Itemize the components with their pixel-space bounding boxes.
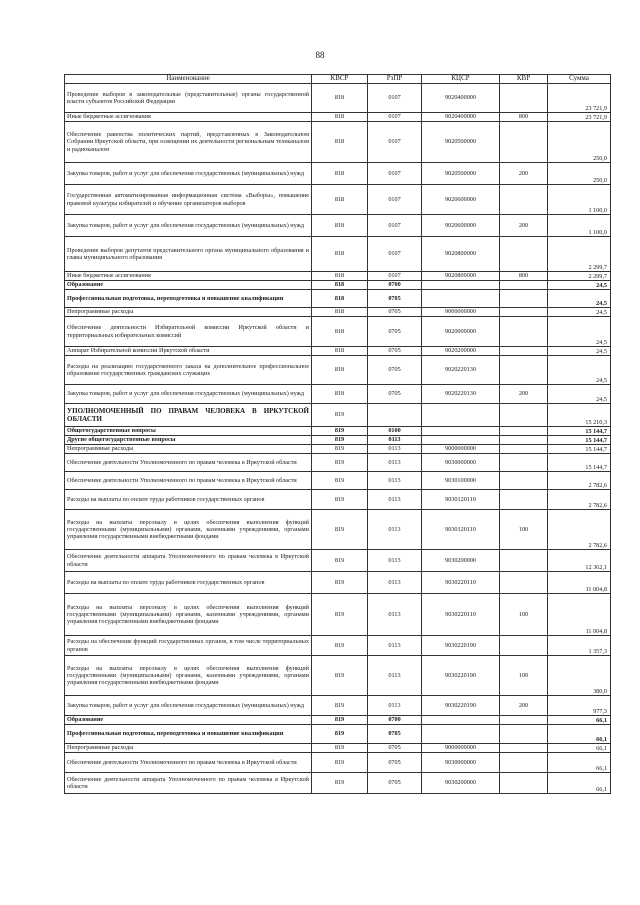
row-rzpr-cell: 0113 [368,445,422,454]
row-kvr-cell [500,725,548,744]
row-kvr-cell [500,550,548,572]
table-row [65,725,611,744]
row-kvsr-cell: 818 [312,385,368,404]
row-name-cell: Обеспечение деятельности Уполномоченного по правам человека в Иркутской области [65,753,312,773]
table-row [65,594,611,636]
row-kvr-cell [500,744,548,753]
row-kcsr-cell: 9020600000 [422,185,500,215]
row-sum-cell: 250,0 [548,122,611,163]
row-name-cell: Обеспечение деятельности Уполномоченного по правам человека в Иркутской области [65,454,312,472]
row-kvr-cell: 800 [500,272,548,281]
row-rzpr-cell: 0107 [368,272,422,281]
row-sum-cell: 66,1 [548,753,611,773]
row-kvsr-cell: 819 [312,510,368,550]
row-name-cell: Непрограммные расходы [65,744,312,753]
column-header-kvsr: КВСР [312,75,368,84]
row-kcsr-cell: 9030200000 [422,773,500,794]
table-row [65,572,611,594]
row-rzpr-cell: 0107 [368,215,422,237]
row-name-cell: Аппарат Избирательной комиссии Иркутской области [65,347,312,356]
row-kvr-cell [500,436,548,445]
row-kcsr-cell: 9030200000 [422,550,500,572]
row-name-cell: Обеспечение деятельности Уполномоченного по правам человека в Иркутской области [65,472,312,490]
row-kvsr-cell: 819 [312,725,368,744]
row-rzpr-cell: 0113 [368,454,422,472]
row-rzpr-cell: 0107 [368,122,422,163]
row-kcsr-cell [422,436,500,445]
row-kvr-cell [500,773,548,794]
table-row [65,550,611,572]
row-kvr-cell [500,636,548,656]
column-header-sum: Сумма [548,75,611,84]
row-kcsr-cell: 9030220110 [422,594,500,636]
row-sum-cell: 24,5 [548,347,611,356]
row-name-cell: Государственная автоматизированная информационная система «Выборы», повышение правовой культуры избирателей и обучение организаторов выборов [65,185,312,215]
row-rzpr-cell: 0113 [368,436,422,445]
row-kvr-cell [500,290,548,308]
row-sum-cell: 66,1 [548,773,611,794]
row-sum-cell: 66,1 [548,725,611,744]
row-rzpr-cell: 0705 [368,317,422,347]
column-header-name: Наименование [65,75,312,84]
row-rzpr-cell: 0705 [368,347,422,356]
row-name-cell: Общегосударственные вопросы [65,427,312,436]
row-sum-cell: 2 782,6 [548,490,611,510]
table-row [65,753,611,773]
table-row [65,84,611,113]
row-kcsr-cell: 9020800000 [422,272,500,281]
row-kvr-cell: 200 [500,215,548,237]
row-rzpr-cell: 0705 [368,773,422,794]
row-kvsr-cell: 818 [312,317,368,347]
table-row [65,281,611,290]
row-kcsr-cell: 9020220130 [422,385,500,404]
row-sum-cell: 15 144,7 [548,436,611,445]
row-kvr-cell [500,308,548,317]
table-row [65,215,611,237]
row-rzpr-cell: 0705 [368,308,422,317]
row-sum-cell: 1 100,0 [548,185,611,215]
row-kvr-cell [500,347,548,356]
row-sum-cell: 24,5 [548,317,611,347]
row-rzpr-cell: 0705 [368,356,422,385]
row-sum-cell: 2 782,6 [548,510,611,550]
row-sum-cell: 66,1 [548,744,611,753]
row-kcsr-cell: 9030120110 [422,510,500,550]
table-row [65,347,611,356]
row-name-cell: Расходы на выплаты персоналу в целях обеспечения выполнения функций государственными (муниципальными) органами, казенными учреждениями, органами управления государственными внебюджетными фондами [65,656,312,696]
row-kvr-cell [500,404,548,427]
row-name-cell: Непрограммные расходы [65,308,312,317]
row-kcsr-cell: 9030220190 [422,636,500,656]
table-row [65,744,611,753]
row-name-cell: Иные бюджетные ассигнования [65,113,312,122]
row-rzpr-cell [368,404,422,427]
row-kvsr-cell: 818 [312,185,368,215]
row-sum-cell: 24,5 [548,281,611,290]
row-sum-cell: 1 100,0 [548,215,611,237]
row-kvsr-cell: 819 [312,716,368,725]
row-kvsr-cell: 818 [312,347,368,356]
column-header-kvr: КВР [500,75,548,84]
row-kvsr-cell: 818 [312,163,368,185]
row-kcsr-cell: 9020500000 [422,122,500,163]
row-kvsr-cell: 819 [312,572,368,594]
row-kvsr-cell: 819 [312,696,368,716]
row-name-cell: Обеспечение деятельности аппарата Уполномоченного по правам человека в Иркутской области [65,773,312,794]
row-rzpr-cell: 0113 [368,696,422,716]
table-row [65,308,611,317]
row-kcsr-cell: 9030100000 [422,472,500,490]
row-kcsr-cell: 9030000000 [422,753,500,773]
row-kcsr-cell: 9030120110 [422,490,500,510]
row-kvr-cell [500,472,548,490]
row-kvsr-cell: 819 [312,472,368,490]
table-header-row [65,75,611,84]
row-kvr-cell: 200 [500,163,548,185]
row-kvsr-cell: 818 [312,113,368,122]
table-row [65,636,611,656]
row-name-cell: Расходы на реализацию государственного заказа на дополнительное профессиональное образование государственных гражданских служащих [65,356,312,385]
row-rzpr-cell: 0113 [368,510,422,550]
table-row [65,163,611,185]
row-kvsr-cell: 819 [312,594,368,636]
row-kcsr-cell: 9030220190 [422,656,500,696]
row-kvsr-cell: 819 [312,753,368,773]
row-kvsr-cell: 819 [312,550,368,572]
row-rzpr-cell: 0113 [368,472,422,490]
table-row [65,385,611,404]
table-row [65,185,611,215]
row-kcsr-cell: 9000000000 [422,445,500,454]
row-name-cell: Расходы на выплаты по оплате труда работников государственных органов [65,490,312,510]
row-sum-cell: 23 721,9 [548,113,611,122]
row-sum-cell: 2 299,7 [548,237,611,272]
row-kvsr-cell: 818 [312,356,368,385]
row-name-cell: Закупка товаров, работ и услуг для обеспечения государственных (муниципальных) нужд [65,696,312,716]
row-kcsr-cell: 9020220130 [422,356,500,385]
table-row [65,716,611,725]
row-kcsr-cell [422,404,500,427]
row-name-cell: Закупка товаров, работ и услуг для обеспечения государственных (муниципальных) нужд [65,163,312,185]
row-rzpr-cell: 0700 [368,281,422,290]
row-name-cell: Расходы на выплаты персоналу в целях обеспечения выполнения функций государственными (муниципальными) органами, казенными учреждениями, органами управления государственными внебюджетными фондами [65,510,312,550]
row-kcsr-cell: 9000000000 [422,744,500,753]
row-kcsr-cell: 9030220190 [422,696,500,716]
row-kvr-cell [500,84,548,113]
row-name-cell: Расходы на обеспечение функций государственных органов, в том числе территориальных органов [65,636,312,656]
page-number: 88 [315,50,325,60]
row-kvr-cell [500,572,548,594]
row-kvsr-cell: 819 [312,656,368,696]
table-row [65,404,611,427]
row-rzpr-cell: 0100 [368,427,422,436]
table-row [65,436,611,445]
row-sum-cell: 2 299,7 [548,272,611,281]
row-kvsr-cell: 818 [312,122,368,163]
row-kvr-cell [500,281,548,290]
row-name-cell: Обеспечение равенства политических партий, представленных в Законодательном Собрании Иркутской области, при освещении их деятельности региональным телеканалом и радиоканалом [65,122,312,163]
row-kvsr-cell: 819 [312,744,368,753]
row-rzpr-cell: 0705 [368,725,422,744]
row-rzpr-cell: 0107 [368,163,422,185]
row-kvr-cell [500,317,548,347]
row-kcsr-cell: 9020200000 [422,347,500,356]
row-name-cell: Образование [65,281,312,290]
row-kvsr-cell: 819 [312,436,368,445]
row-kvsr-cell: 818 [312,290,368,308]
row-sum-cell: 24,5 [548,356,611,385]
table-row [65,356,611,385]
row-sum-cell: 15 144,7 [548,445,611,454]
row-kcsr-cell: 9020500000 [422,163,500,185]
row-kcsr-cell: 9000000000 [422,308,500,317]
table-row [65,445,611,454]
row-kvsr-cell: 819 [312,490,368,510]
row-kcsr-cell: 9020000000 [422,317,500,347]
row-sum-cell: 2 782,6 [548,472,611,490]
row-rzpr-cell: 0705 [368,744,422,753]
row-kvr-cell: 200 [500,696,548,716]
row-kvr-cell [500,185,548,215]
row-kcsr-cell: 9030000000 [422,454,500,472]
row-kcsr-cell: 9020800000 [422,237,500,272]
table-row [65,122,611,163]
row-name-cell: Профессиональная подготовка, переподготовка и повышение квалификации [65,290,312,308]
table-row [65,490,611,510]
table-row [65,290,611,308]
row-kvsr-cell: 819 [312,773,368,794]
row-kcsr-cell: 9020400000 [422,113,500,122]
row-name-cell: Расходы на выплаты по оплате труда работников государственных органов [65,572,312,594]
row-kcsr-cell [422,281,500,290]
row-name-cell: УПОЛНОМОЧЕННЫЙ ПО ПРАВАМ ЧЕЛОВЕКА В ИРКУТСКОЙ ОБЛАСТИ [65,404,312,427]
row-name-cell: Закупка товаров, работ и услуг для обеспечения государственных (муниципальных) нужд [65,385,312,404]
table-body [65,84,611,794]
column-header-kcsr: КЦСР [422,75,500,84]
row-kvsr-cell: 818 [312,237,368,272]
row-sum-cell: 11 004,8 [548,594,611,636]
row-name-cell: Обеспечение деятельности Избирательной комиссии Иркутской области и территориальных избирательных комиссий [65,317,312,347]
table-row [65,454,611,472]
row-rzpr-cell: 0107 [368,113,422,122]
row-kvsr-cell: 818 [312,281,368,290]
row-name-cell: Иные бюджетные ассигнования [65,272,312,281]
row-rzpr-cell: 0113 [368,656,422,696]
budget-table [64,74,611,794]
row-kvr-cell [500,490,548,510]
row-rzpr-cell: 0705 [368,290,422,308]
table-row [65,427,611,436]
table-row [65,237,611,272]
row-name-cell: Образование [65,716,312,725]
row-kvr-cell: 100 [500,594,548,636]
row-name-cell: Профессиональная подготовка, переподготовка и повышение квалификации [65,725,312,744]
row-kvr-cell [500,716,548,725]
row-sum-cell: 977,3 [548,696,611,716]
row-kcsr-cell [422,290,500,308]
row-name-cell: Расходы на выплаты персоналу в целях обеспечения выполнения функций государственными (муниципальными) органами, казенными учреждениями, органами управления государственными внебюджетными фондами [65,594,312,636]
row-kvr-cell [500,237,548,272]
row-sum-cell: 66,1 [548,716,611,725]
table-row [65,656,611,696]
row-kvsr-cell: 818 [312,272,368,281]
row-kvr-cell [500,445,548,454]
row-kcsr-cell [422,427,500,436]
row-kvsr-cell: 819 [312,636,368,656]
row-rzpr-cell: 0700 [368,716,422,725]
row-kvr-cell [500,753,548,773]
row-kvr-cell [500,454,548,472]
row-sum-cell: 12 362,1 [548,550,611,572]
row-sum-cell: 1 357,3 [548,636,611,656]
row-kcsr-cell: 9020600000 [422,215,500,237]
row-rzpr-cell: 0113 [368,594,422,636]
row-rzpr-cell: 0705 [368,753,422,773]
table-row [65,113,611,122]
row-sum-cell: 380,0 [548,656,611,696]
row-kvsr-cell: 819 [312,404,368,427]
row-kcsr-cell: 9020400000 [422,84,500,113]
row-sum-cell: 15 144,7 [548,454,611,472]
row-name-cell: Проведение выборов депутатов представительного органа муниципального образования и главы муниципального образования [65,237,312,272]
row-rzpr-cell: 0705 [368,385,422,404]
row-kvr-cell: 200 [500,385,548,404]
row-sum-cell: 15 144,7 [548,427,611,436]
table-row [65,510,611,550]
row-kvr-cell: 100 [500,656,548,696]
row-name-cell: Закупка товаров, работ и услуг для обеспечения государственных (муниципальных) нужд [65,215,312,237]
row-sum-cell: 15 210,3 [548,404,611,427]
table-row [65,472,611,490]
table-row [65,696,611,716]
column-header-rzpr: РзПР [368,75,422,84]
row-name-cell: Непрограммные расходы [65,445,312,454]
row-rzpr-cell: 0107 [368,84,422,113]
row-rzpr-cell: 0107 [368,237,422,272]
row-sum-cell: 250,0 [548,163,611,185]
row-rzpr-cell: 0113 [368,550,422,572]
row-kvsr-cell: 818 [312,84,368,113]
row-name-cell: Другие общегосударственные вопросы [65,436,312,445]
table-row [65,272,611,281]
row-kcsr-cell: 9030220110 [422,572,500,594]
row-sum-cell: 11 004,8 [548,572,611,594]
row-kvr-cell [500,122,548,163]
row-kvsr-cell: 819 [312,454,368,472]
row-kvsr-cell: 818 [312,215,368,237]
row-rzpr-cell: 0113 [368,490,422,510]
row-name-cell: Обеспечение деятельности аппарата Уполномоченного по правам человека в Иркутской области [65,550,312,572]
row-rzpr-cell: 0113 [368,636,422,656]
row-kvr-cell: 800 [500,113,548,122]
row-kcsr-cell [422,725,500,744]
row-kvr-cell: 100 [500,510,548,550]
row-name-cell: Проведение выборов в законодательные (представительные) органы государственной власти субъектов Российской Федерации [65,84,312,113]
row-kcsr-cell [422,716,500,725]
row-rzpr-cell: 0107 [368,185,422,215]
row-kvsr-cell: 818 [312,308,368,317]
row-sum-cell: 24,5 [548,290,611,308]
row-sum-cell: 23 721,9 [548,84,611,113]
table-row [65,773,611,794]
row-kvr-cell [500,356,548,385]
table-row [65,317,611,347]
row-rzpr-cell: 0113 [368,572,422,594]
row-kvsr-cell: 819 [312,427,368,436]
row-sum-cell: 24,5 [548,385,611,404]
row-kvr-cell [500,427,548,436]
row-sum-cell: 24,5 [548,308,611,317]
row-kvsr-cell: 819 [312,445,368,454]
